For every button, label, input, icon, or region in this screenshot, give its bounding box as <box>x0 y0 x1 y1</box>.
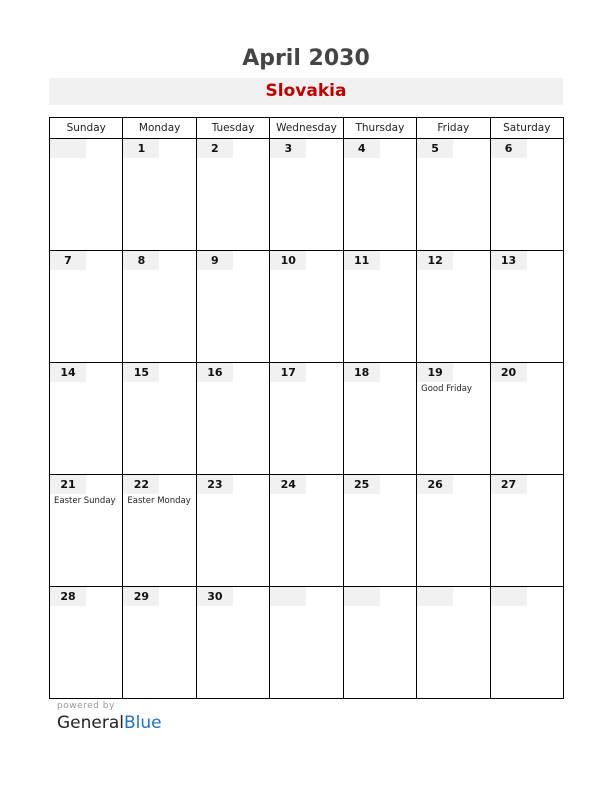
day-cell <box>123 139 196 251</box>
day-number: 11 <box>344 251 380 270</box>
day-cell <box>123 363 196 475</box>
day-number: 24 <box>270 475 306 494</box>
day-number: 4 <box>344 139 380 158</box>
day-number: 18 <box>344 363 380 382</box>
day-cell <box>270 363 343 475</box>
day-cell <box>196 363 269 475</box>
day-cell <box>490 587 563 699</box>
day-cell <box>123 587 196 699</box>
day-number: 16 <box>197 363 233 382</box>
day-cell <box>50 587 123 699</box>
day-number: 10 <box>270 251 306 270</box>
day-cell <box>270 139 343 251</box>
day-number: 23 <box>197 475 233 494</box>
holiday-label: Easter Monday <box>127 496 191 506</box>
day-number: 12 <box>417 251 453 270</box>
day-cell <box>490 363 563 475</box>
day-number: 14 <box>50 363 86 382</box>
day-cell <box>196 587 269 699</box>
week-row <box>50 363 564 475</box>
day-number: 19 <box>417 363 453 382</box>
weekday-header-wednesday: Wednesday <box>270 118 343 139</box>
day-number: 20 <box>491 363 527 382</box>
day-cell <box>50 251 123 363</box>
brand-blue: Blue <box>124 713 162 733</box>
calendar-grid <box>49 117 564 699</box>
day-number <box>344 587 380 606</box>
day-number: 6 <box>491 139 527 158</box>
day-number: 7 <box>50 251 86 270</box>
day-cell <box>417 475 490 587</box>
day-number: 22 <box>123 475 159 494</box>
weekday-header-thursday: Thursday <box>343 118 416 139</box>
day-cell <box>490 139 563 251</box>
day-cell <box>50 363 123 475</box>
country-name: Slovakia <box>265 81 347 101</box>
week-row <box>50 587 564 699</box>
day-number <box>50 139 86 158</box>
week-row <box>50 139 564 251</box>
day-number <box>491 587 527 606</box>
day-cell <box>123 251 196 363</box>
day-number: 13 <box>491 251 527 270</box>
country-banner <box>49 78 563 105</box>
day-cell <box>417 139 490 251</box>
weekday-header-saturday: Saturday <box>490 118 563 139</box>
day-cell <box>343 251 416 363</box>
day-cell <box>50 475 123 587</box>
day-cell <box>343 587 416 699</box>
day-cell <box>417 251 490 363</box>
brand-general: General <box>57 713 124 733</box>
day-number: 25 <box>344 475 380 494</box>
day-number: 17 <box>270 363 306 382</box>
day-number: 15 <box>123 363 159 382</box>
day-number: 9 <box>197 251 233 270</box>
day-number: 27 <box>491 475 527 494</box>
day-cell <box>196 251 269 363</box>
day-cell <box>417 587 490 699</box>
day-number: 1 <box>123 139 159 158</box>
day-cell <box>343 139 416 251</box>
footer <box>57 701 162 733</box>
day-number: 26 <box>417 475 453 494</box>
day-cell <box>50 139 123 251</box>
weekday-header-row <box>50 118 564 139</box>
weekday-header-friday: Friday <box>417 118 490 139</box>
day-cell <box>196 475 269 587</box>
day-number: 8 <box>123 251 159 270</box>
day-cell <box>343 475 416 587</box>
day-number: 3 <box>270 139 306 158</box>
generalblue-logo[interactable] <box>57 713 162 733</box>
day-number: 30 <box>197 587 233 606</box>
day-cell <box>196 139 269 251</box>
day-number: 5 <box>417 139 453 158</box>
day-number: 2 <box>197 139 233 158</box>
day-cell <box>123 475 196 587</box>
day-cell <box>270 587 343 699</box>
day-number <box>270 587 306 606</box>
day-number: 21 <box>50 475 86 494</box>
day-number <box>417 587 453 606</box>
holiday-label: Good Friday <box>421 384 472 394</box>
powered-by-text: powered by <box>57 701 115 711</box>
day-cell <box>417 363 490 475</box>
holiday-label: Easter Sunday <box>54 496 116 506</box>
day-number: 29 <box>123 587 159 606</box>
day-number: 28 <box>50 587 86 606</box>
week-row <box>50 251 564 363</box>
day-cell <box>490 475 563 587</box>
weekday-header-monday: Monday <box>123 118 196 139</box>
page-title: April 2030 <box>242 46 370 71</box>
day-cell <box>343 363 416 475</box>
day-cell <box>270 475 343 587</box>
day-cell <box>270 251 343 363</box>
week-row <box>50 475 564 587</box>
weekday-header-tuesday: Tuesday <box>196 118 269 139</box>
weekday-header-sunday: Sunday <box>50 118 123 139</box>
day-cell <box>490 251 563 363</box>
